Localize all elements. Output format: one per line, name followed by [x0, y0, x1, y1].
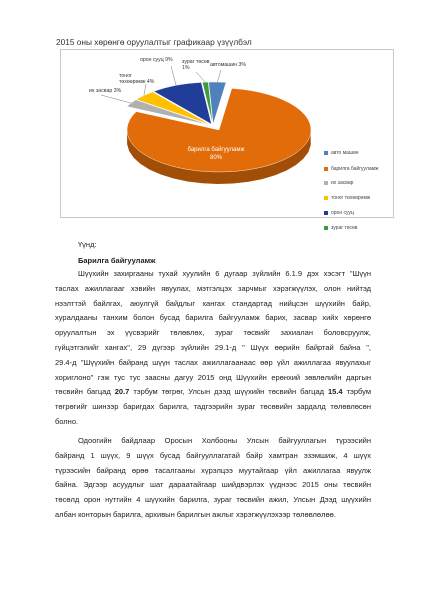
p1-line: 29.4-д "Шүүхийн байранд шүүн таслах ажиллагаанаас өөр үйл ажиллагаа явуулахыг	[55, 357, 371, 367]
amount-1: 20.7	[114, 387, 130, 397]
p1-line9-end: тэрбум	[342, 387, 371, 397]
label-tonog-2: төхөөрөмж 4%	[119, 79, 155, 85]
leader-line-2	[101, 95, 131, 103]
p2-line: төсөлд орон нутгийн 4 шүүхийн барилга, зураг төсвийн ажил, Улсын Дээд шүүхийн	[55, 495, 371, 505]
paragraph-1	[55, 267, 371, 430]
p1-line9-mid: тэрбум төгрөг, Улсын дээд шүүхийн төсвийн багцад	[129, 387, 328, 397]
legend-label: их засвар	[331, 180, 354, 186]
p1-line9-start: төсвийн багцад	[55, 387, 115, 397]
p1-line: хуралдааны танхим болон бусад барилга байгууламж барих, засвар хийх хөрөнгө	[55, 313, 371, 323]
p1-line: хориглоно" гэж тус тус заасны дагуу 2015 онд Шүүхийн ерөнхий зөвлөлийн даргын	[55, 372, 371, 382]
legend-swatch	[324, 151, 328, 155]
p2-line: түрээсийн байранд өрөө тасалгааны хүрэлцээ муутайгаар үйл ажиллагаа явуулж	[55, 465, 371, 475]
legend-label: авто машин	[331, 150, 359, 156]
chart-title: 2015 оны хөрөнгө оруулалтыг графикаар үзүүлбэл	[56, 37, 252, 47]
section-heading: Барилга байгууламж	[78, 256, 156, 265]
p1-line: гүйцэтгэлийг хангах", 29 дүгээр зүйлийн 29.1-д " Шүүх өөрийн байртай байна ",	[55, 342, 371, 352]
label-iz-zasvar: их засвар 3%	[89, 88, 122, 94]
legend-swatch	[324, 226, 328, 230]
legend-swatch	[324, 181, 328, 185]
p2-line: байна. Эдгээр асуудлыг шат дараатайгаар шийдвэрлэх үүднээс 2015 оны төсвийн	[55, 480, 371, 490]
legend-label: зураг төсөв	[331, 225, 358, 231]
legend-label: тоног төхөөрөмж	[331, 195, 371, 201]
legend-item-iz	[324, 180, 353, 186]
label-barilga-1: барилга байгууламж	[187, 147, 245, 153]
p1-line-amounts	[55, 385, 371, 400]
p1-line: болно.	[55, 416, 79, 426]
p2-line: байранд 1 шүүх, 9 шүүх бусад байгууллагатай байр хамтран эзэмшиж, 4 шүүх	[55, 450, 371, 460]
label-zurag-1: зураг төсөв	[182, 59, 210, 65]
legend-label: орон сууц	[331, 210, 354, 216]
p1-line: нээлттэй байлгах, аюулгүй байдлыг хангах стандартад нийцсэн шүүхийн байр,	[55, 298, 371, 308]
label-oron-suuts: орон сууц 9%	[140, 57, 173, 63]
p1-line: таслах ажиллагааг хэвийн явуулах, мэтгэлцэх зарчмыг хэрэгжүүлэх, олон нийтэд	[55, 283, 371, 293]
leader-line-4	[171, 66, 176, 85]
legend-swatch	[324, 196, 328, 200]
amount-2: 15.4	[328, 387, 343, 397]
legend-label: барилга байгууламж	[331, 166, 379, 172]
label-barilga	[171, 146, 261, 162]
label-tonog	[119, 73, 154, 85]
p1-line: төгрөгийг шинээр баригдах барилга, тадгээрийн зураг төсөвийн зардалд төлөвлөсөн	[55, 402, 371, 412]
p2-line: Одоогийн байдлаар Оросын Холбооны Улсын байгууллагын түрээсийн	[78, 436, 371, 445]
legend-swatch	[324, 167, 328, 171]
legend-item-tonog	[324, 195, 370, 201]
label-avtomashin: автомашин 3%	[210, 62, 247, 68]
chart-frame	[60, 49, 394, 231]
label-zurag-tosov	[182, 59, 212, 71]
p2-line: албан конторын барилга, архивын барилгын ажлыг хэрэгжүүлэхээр төлөвлөлөө.	[55, 509, 336, 519]
pie-chart	[61, 50, 393, 217]
p1-line: Шүүхийн захиргааны тухай хуулийн 6 дугаар зүйлийн 6.1.9 дэх хэсэгт "Шүүн	[78, 269, 371, 278]
p1-line: оруулалтын эх үүсвэрийг төлөвлөх, зураг төсвийг захиалан боловсруулж,	[55, 328, 371, 338]
label-barilga-2: 80%	[209, 155, 222, 161]
leader-line-5	[196, 72, 205, 82]
leader-line-3	[144, 84, 146, 95]
paragraph-2	[55, 434, 371, 523]
leader-line-0	[217, 70, 221, 82]
legend-swatch	[324, 211, 328, 215]
label-zurag-2: 1%	[182, 65, 190, 71]
legend-item-avto	[324, 150, 359, 156]
legend-item-zurag	[324, 225, 357, 231]
answer-label: Үүнд:	[78, 240, 97, 249]
label-tonog-1: тоног	[119, 73, 132, 79]
legend-item-oron	[324, 210, 354, 216]
legend-item-barilga	[324, 166, 378, 172]
